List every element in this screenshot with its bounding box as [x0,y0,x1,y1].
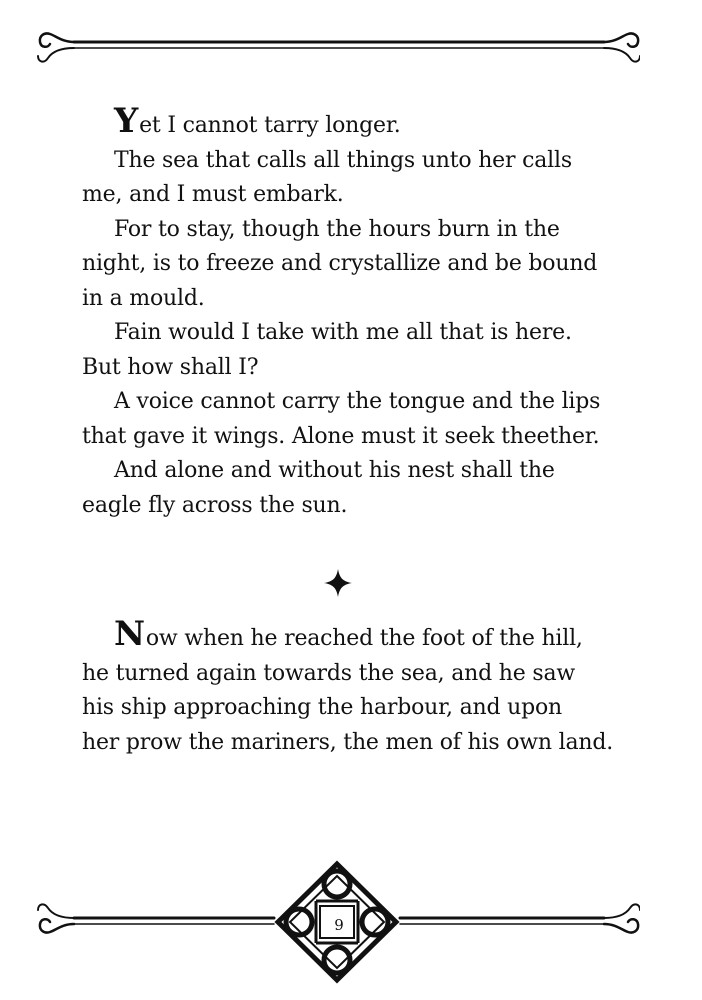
paragraph [82,454,642,523]
passage-two [82,614,642,760]
text-line [82,614,642,657]
text-line: he turned again towards the sea, and he saw [82,660,576,686]
text-line: And alone and without his nest shall the [114,458,555,483]
paragraph [82,144,642,213]
text-line: Fain would I take with me all that is here. [114,320,572,345]
text-line: that gave it wings. Alone must it seek theether. [82,423,600,449]
drop-cap: Y [114,101,139,141]
scroll-border-top-icon [34,24,640,74]
text-line: But how shall I? [82,354,259,380]
page-number: 9 [334,916,344,934]
text-line: For to stay, though the hours burn in the [114,216,560,242]
text-line [82,101,642,144]
text-line: The sea that calls all things unto her calls [114,147,572,173]
text-line-content: ow when he reached the foot of the hill, [145,626,583,651]
paragraph [82,385,642,454]
paragraph [82,213,642,317]
text-line: night, is to freeze and crystallize and be bound [82,251,598,276]
paragraph [82,316,642,385]
drop-cap: N [114,614,145,654]
text-line-content: et I cannot tarry longer. [139,113,401,138]
four-point-star-ornament-icon [323,568,353,598]
text-line: in a mould. [82,285,205,311]
text-line: his ship approaching the harbour, and upon [82,695,563,720]
paragraph [82,101,642,144]
text-line: A voice cannot carry the tongue and the lips [114,389,601,414]
paragraph [82,614,642,760]
text-line: eagle fly across the sun. [82,492,348,518]
passage-one [82,101,642,523]
text-line: me, and I must embark. [82,182,344,207]
text-line: her prow the mariners, the men of his own land. [82,729,614,755]
